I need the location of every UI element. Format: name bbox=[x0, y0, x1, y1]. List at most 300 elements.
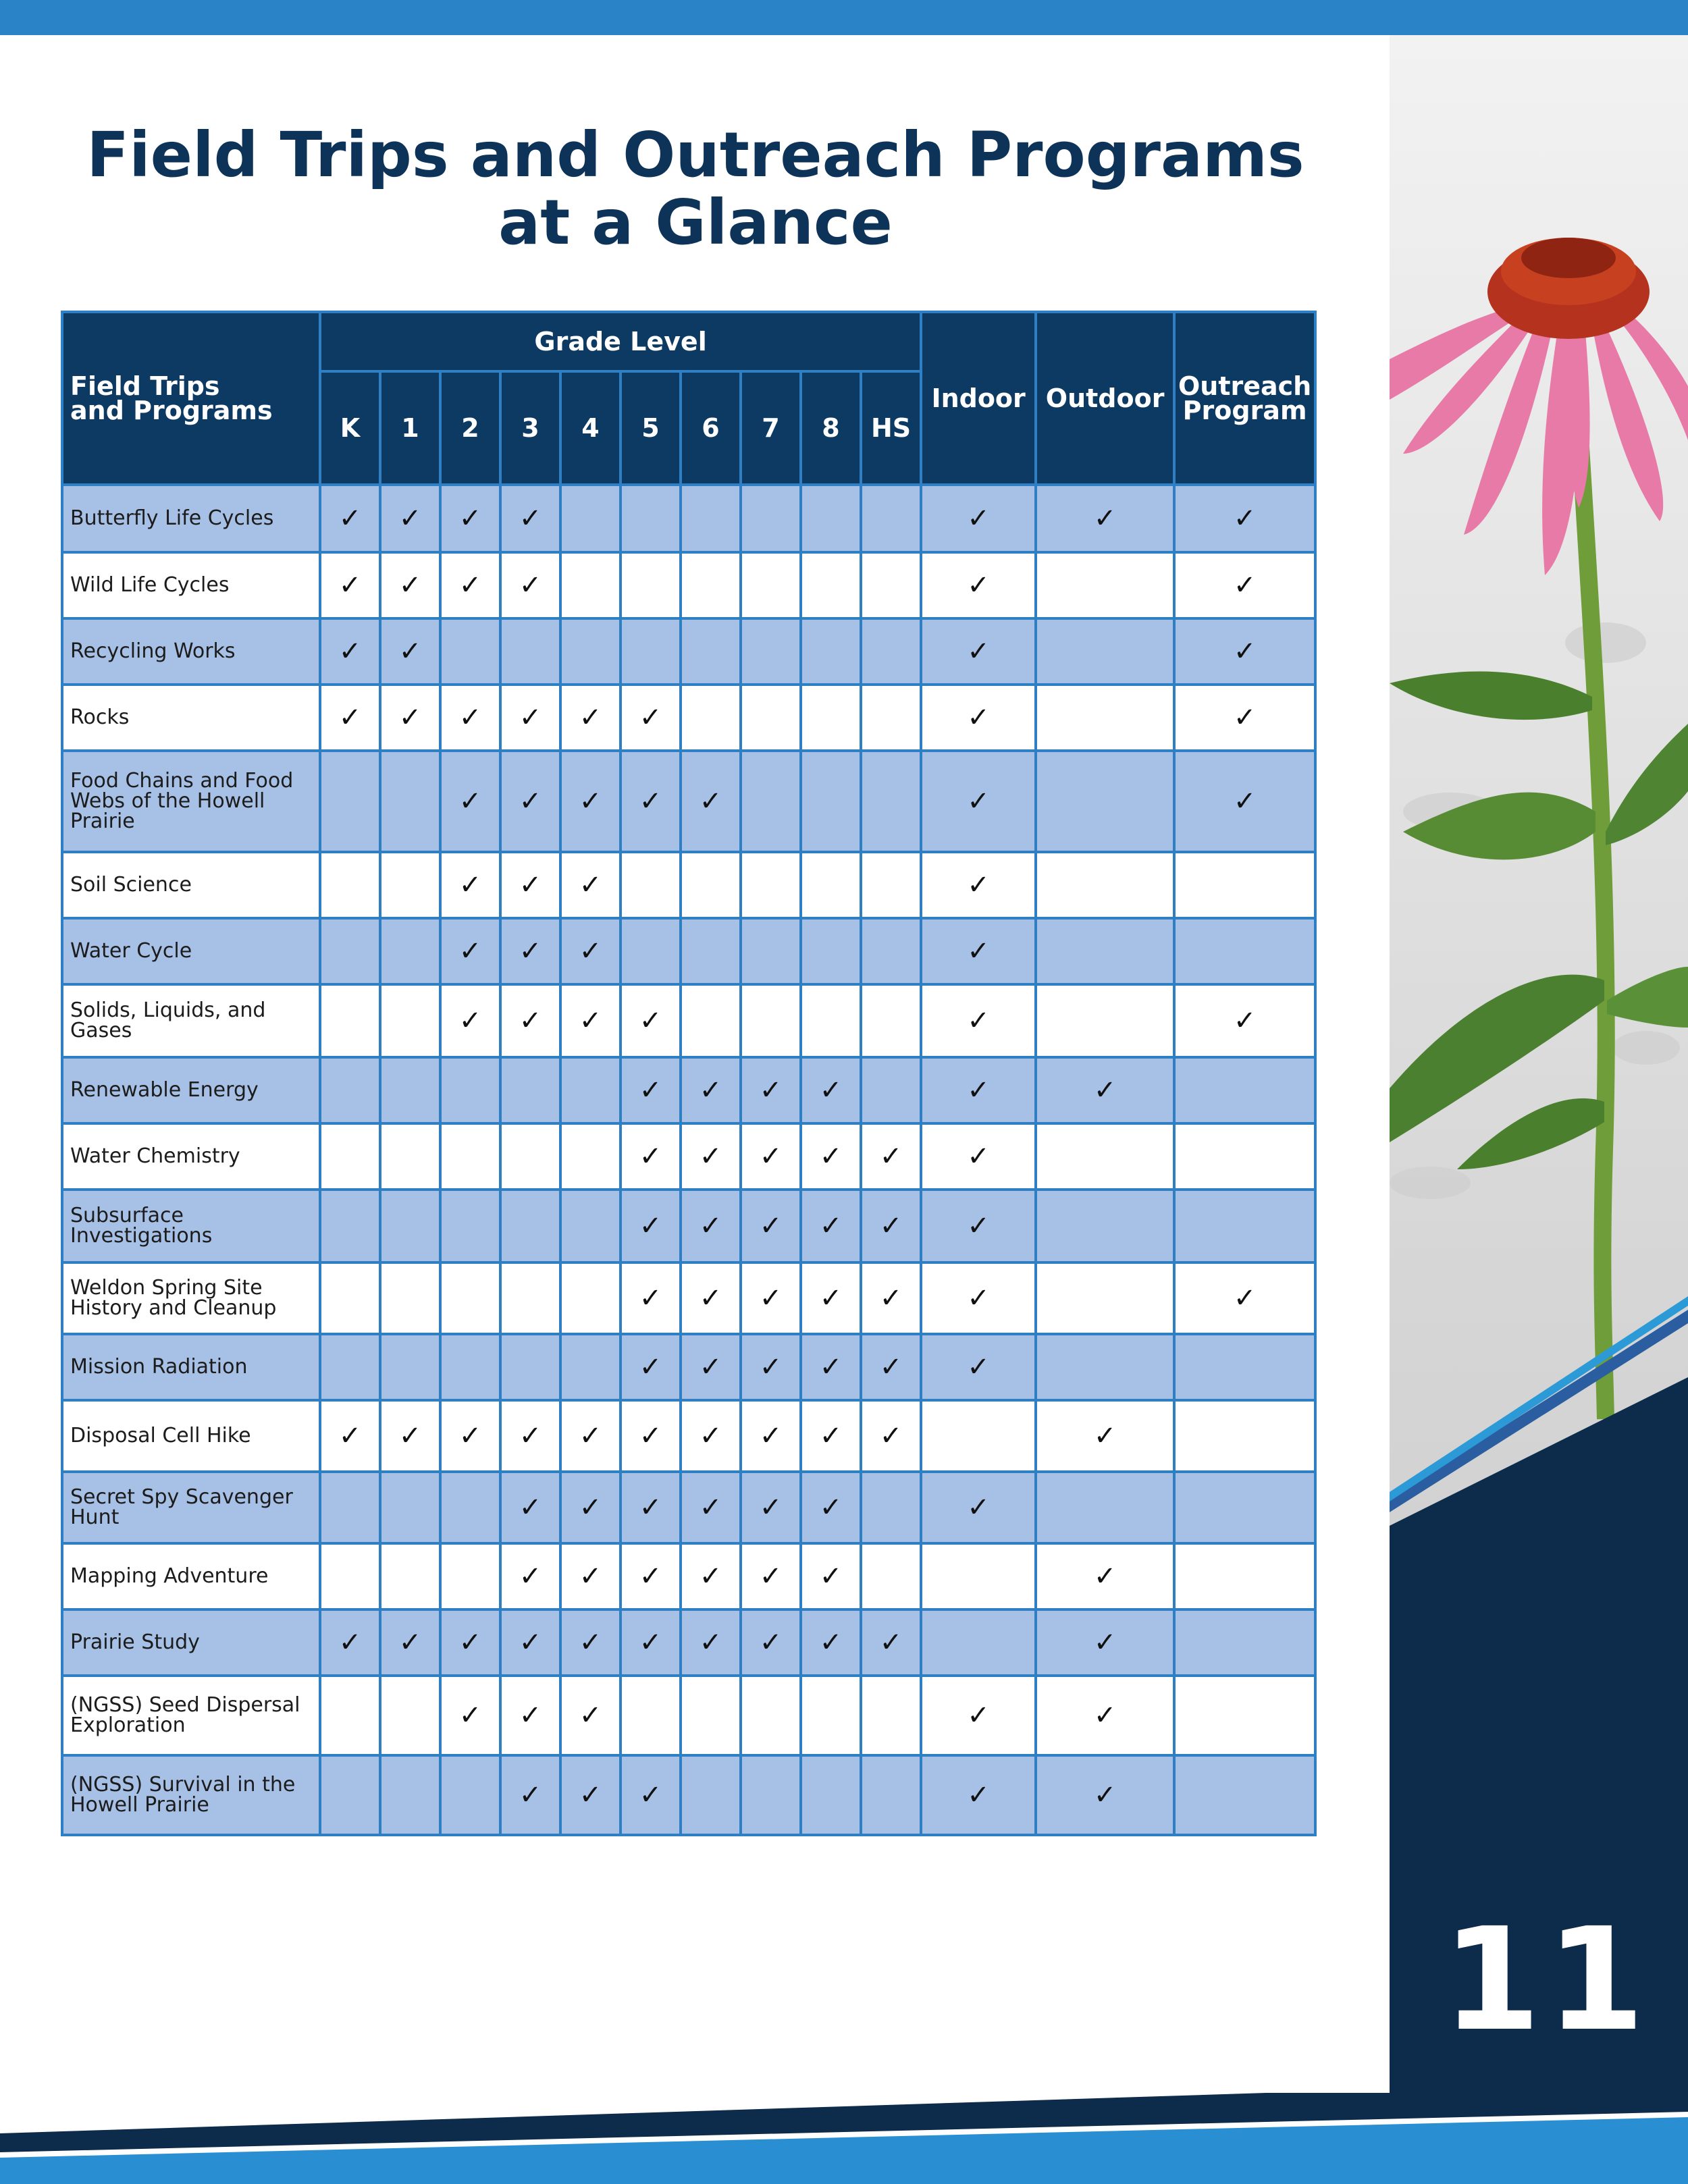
checkmark-icon: ✓ bbox=[458, 870, 482, 901]
grade-cell-3 bbox=[500, 1057, 560, 1123]
top-accent-bar bbox=[0, 0, 1688, 35]
checkmark-icon: ✓ bbox=[458, 570, 482, 601]
checkmark-icon: ✓ bbox=[967, 936, 990, 967]
grade-header-8: 8 bbox=[801, 371, 861, 485]
indoor-cell bbox=[921, 485, 1036, 552]
indoor-header: Indoor bbox=[921, 312, 1036, 485]
grade-cell-k bbox=[320, 1123, 380, 1190]
indoor-cell bbox=[921, 1543, 1036, 1609]
checkmark-icon: ✓ bbox=[458, 1700, 482, 1731]
outdoor-cell bbox=[1036, 1472, 1174, 1543]
grade-cell-7 bbox=[741, 552, 801, 618]
grade-cell-7 bbox=[741, 751, 801, 852]
grade-cell-2 bbox=[440, 1676, 500, 1755]
grade-cell-4 bbox=[560, 1472, 621, 1543]
program-name: Subsurface Investigations bbox=[62, 1190, 320, 1262]
grade-cell-7 bbox=[741, 852, 801, 918]
grade-cell-2 bbox=[440, 751, 500, 852]
checkmark-icon: ✓ bbox=[519, 1420, 542, 1451]
table-row bbox=[62, 1543, 1315, 1609]
checkmark-icon: ✓ bbox=[967, 1492, 990, 1523]
grade-cell-6 bbox=[681, 1543, 741, 1609]
program-name: Renewable Energy bbox=[62, 1057, 320, 1123]
outreach-cell bbox=[1174, 1123, 1315, 1190]
indoor-cell bbox=[921, 552, 1036, 618]
checkmark-icon: ✓ bbox=[519, 1780, 542, 1811]
grade-cell-8 bbox=[801, 1543, 861, 1609]
grade-cell-7 bbox=[741, 1543, 801, 1609]
grade-cell-7 bbox=[741, 485, 801, 552]
grade-cell-1 bbox=[380, 1262, 440, 1334]
grade-cell-8 bbox=[801, 1123, 861, 1190]
grade-cell-k bbox=[320, 685, 380, 751]
grade-cell-7 bbox=[741, 1676, 801, 1755]
outdoor-cell bbox=[1036, 1334, 1174, 1400]
grade-cell-4 bbox=[560, 1400, 621, 1472]
grade-cell-5 bbox=[621, 1262, 681, 1334]
checkmark-icon: ✓ bbox=[1233, 1005, 1257, 1036]
grade-cell-hs bbox=[861, 1609, 921, 1676]
checkmark-icon: ✓ bbox=[398, 570, 422, 601]
checkmark-icon: ✓ bbox=[398, 503, 422, 534]
outdoor-cell bbox=[1036, 1755, 1174, 1835]
checkmark-icon: ✓ bbox=[1093, 503, 1117, 534]
grade-cell-5 bbox=[621, 685, 681, 751]
grade-cell-2 bbox=[440, 685, 500, 751]
checkmark-icon: ✓ bbox=[879, 1210, 903, 1242]
grade-cell-7 bbox=[741, 1262, 801, 1334]
grade-cell-8 bbox=[801, 852, 861, 918]
outdoor-cell bbox=[1036, 984, 1174, 1057]
checkmark-icon: ✓ bbox=[519, 702, 542, 733]
table-row bbox=[62, 1057, 1315, 1123]
grade-cell-k bbox=[320, 1543, 380, 1609]
grade-cell-1 bbox=[380, 1334, 440, 1400]
checkmark-icon: ✓ bbox=[967, 1283, 990, 1314]
table-row bbox=[62, 485, 1315, 552]
grade-cell-8 bbox=[801, 1400, 861, 1472]
grade-cell-5 bbox=[621, 984, 681, 1057]
grade-cell-hs bbox=[861, 685, 921, 751]
grade-cell-7 bbox=[741, 1609, 801, 1676]
checkmark-icon: ✓ bbox=[759, 1492, 783, 1523]
checkmark-icon: ✓ bbox=[699, 1420, 722, 1451]
checkmark-icon: ✓ bbox=[338, 702, 362, 733]
grade-cell-5 bbox=[621, 1057, 681, 1123]
grade-cell-3 bbox=[500, 918, 560, 984]
grade-cell-4 bbox=[560, 984, 621, 1057]
checkmark-icon: ✓ bbox=[398, 702, 422, 733]
checkmark-icon: ✓ bbox=[819, 1352, 843, 1383]
grade-level-header: Grade Level bbox=[320, 312, 921, 371]
outdoor-cell bbox=[1036, 1676, 1174, 1755]
grade-cell-1 bbox=[380, 485, 440, 552]
checkmark-icon: ✓ bbox=[759, 1352, 783, 1383]
grade-cell-1 bbox=[380, 984, 440, 1057]
grade-cell-8 bbox=[801, 1755, 861, 1835]
grade-cell-6 bbox=[681, 852, 741, 918]
grade-cell-3 bbox=[500, 485, 560, 552]
checkmark-icon: ✓ bbox=[1093, 1075, 1117, 1106]
checkmark-icon: ✓ bbox=[759, 1561, 783, 1592]
grade-cell-8 bbox=[801, 485, 861, 552]
checkmark-icon: ✓ bbox=[1233, 1283, 1257, 1314]
grade-cell-6 bbox=[681, 1057, 741, 1123]
program-name: Weldon Spring Site History and Cleanup bbox=[62, 1262, 320, 1334]
checkmark-icon: ✓ bbox=[819, 1627, 843, 1658]
grade-cell-6 bbox=[681, 485, 741, 552]
checkmark-icon: ✓ bbox=[1093, 1700, 1117, 1731]
grade-cell-k bbox=[320, 918, 380, 984]
checkmark-icon: ✓ bbox=[967, 636, 990, 667]
grade-cell-1 bbox=[380, 1123, 440, 1190]
program-name: Prairie Study bbox=[62, 1609, 320, 1676]
grade-cell-5 bbox=[621, 485, 681, 552]
checkmark-icon: ✓ bbox=[579, 1780, 602, 1811]
checkmark-icon: ✓ bbox=[699, 1352, 722, 1383]
checkmark-icon: ✓ bbox=[879, 1420, 903, 1451]
outreach-cell bbox=[1174, 552, 1315, 618]
checkmark-icon: ✓ bbox=[1093, 1561, 1117, 1592]
grade-cell-1 bbox=[380, 1190, 440, 1262]
grade-cell-7 bbox=[741, 1123, 801, 1190]
grade-cell-k bbox=[320, 852, 380, 918]
checkmark-icon: ✓ bbox=[458, 1627, 482, 1658]
grade-cell-5 bbox=[621, 1755, 681, 1835]
grade-cell-6 bbox=[681, 1472, 741, 1543]
grade-cell-6 bbox=[681, 552, 741, 618]
checkmark-icon: ✓ bbox=[519, 870, 542, 901]
grade-cell-8 bbox=[801, 618, 861, 685]
checkmark-icon: ✓ bbox=[879, 1141, 903, 1172]
checkmark-icon: ✓ bbox=[967, 1075, 990, 1106]
page-number: 11 bbox=[1442, 1897, 1651, 2062]
grade-cell-2 bbox=[440, 1400, 500, 1472]
outdoor-cell bbox=[1036, 685, 1174, 751]
checkmark-icon: ✓ bbox=[519, 1492, 542, 1523]
checkmark-icon: ✓ bbox=[579, 1627, 602, 1658]
program-column-header bbox=[62, 312, 320, 485]
checkmark-icon: ✓ bbox=[639, 1780, 662, 1811]
checkmark-icon: ✓ bbox=[759, 1210, 783, 1242]
grade-cell-6 bbox=[681, 918, 741, 984]
outdoor-cell bbox=[1036, 552, 1174, 618]
grade-cell-hs bbox=[861, 1334, 921, 1400]
checkmark-icon: ✓ bbox=[338, 1420, 362, 1451]
grade-cell-6 bbox=[681, 685, 741, 751]
indoor-cell bbox=[921, 1609, 1036, 1676]
checkmark-icon: ✓ bbox=[699, 1283, 722, 1314]
grade-cell-k bbox=[320, 485, 380, 552]
outreach-header-line-1: Outreach bbox=[1178, 371, 1312, 401]
grade-header-hs: HS bbox=[861, 371, 921, 485]
grade-cell-3 bbox=[500, 618, 560, 685]
checkmark-icon: ✓ bbox=[398, 1627, 422, 1658]
grade-header-7: 7 bbox=[741, 371, 801, 485]
grade-cell-4 bbox=[560, 685, 621, 751]
table-row bbox=[62, 1123, 1315, 1190]
outreach-cell bbox=[1174, 1262, 1315, 1334]
grade-cell-1 bbox=[380, 552, 440, 618]
table-row bbox=[62, 618, 1315, 685]
grade-cell-7 bbox=[741, 685, 801, 751]
grade-cell-2 bbox=[440, 618, 500, 685]
checkmark-icon: ✓ bbox=[579, 1492, 602, 1523]
programs-table bbox=[61, 311, 1317, 1836]
grade-cell-4 bbox=[560, 1057, 621, 1123]
grade-cell-4 bbox=[560, 1123, 621, 1190]
page-title bbox=[61, 119, 1330, 259]
grade-cell-2 bbox=[440, 1543, 500, 1609]
grade-cell-7 bbox=[741, 1334, 801, 1400]
checkmark-icon: ✓ bbox=[398, 636, 422, 667]
checkmark-icon: ✓ bbox=[879, 1352, 903, 1383]
grade-cell-4 bbox=[560, 1676, 621, 1755]
checkmark-icon: ✓ bbox=[879, 1283, 903, 1314]
program-name: Food Chains and Food Webs of the Howell Prairie bbox=[62, 751, 320, 852]
outreach-cell bbox=[1174, 485, 1315, 552]
grade-cell-4 bbox=[560, 1190, 621, 1262]
grade-cell-7 bbox=[741, 1057, 801, 1123]
grade-cell-5 bbox=[621, 1400, 681, 1472]
grade-cell-6 bbox=[681, 1609, 741, 1676]
checkmark-icon: ✓ bbox=[699, 1561, 722, 1592]
title-line-2: at a Glance bbox=[498, 186, 893, 259]
grade-cell-1 bbox=[380, 1057, 440, 1123]
grade-cell-3 bbox=[500, 1334, 560, 1400]
checkmark-icon: ✓ bbox=[639, 702, 662, 733]
grade-cell-2 bbox=[440, 1609, 500, 1676]
grade-cell-8 bbox=[801, 685, 861, 751]
program-name: Solids, Liquids, and Gases bbox=[62, 984, 320, 1057]
grade-cell-5 bbox=[621, 751, 681, 852]
checkmark-icon: ✓ bbox=[819, 1420, 843, 1451]
grade-header-5: 5 bbox=[621, 371, 681, 485]
grade-cell-8 bbox=[801, 1334, 861, 1400]
grade-cell-hs bbox=[861, 852, 921, 918]
checkmark-icon: ✓ bbox=[579, 1005, 602, 1036]
grade-cell-k bbox=[320, 1755, 380, 1835]
checkmark-icon: ✓ bbox=[1233, 636, 1257, 667]
outdoor-cell bbox=[1036, 1609, 1174, 1676]
outreach-cell bbox=[1174, 618, 1315, 685]
grade-cell-8 bbox=[801, 1676, 861, 1755]
program-name: (NGSS) Survival in the Howell Prairie bbox=[62, 1755, 320, 1835]
checkmark-icon: ✓ bbox=[639, 786, 662, 817]
grade-cell-1 bbox=[380, 852, 440, 918]
grade-cell-k bbox=[320, 751, 380, 852]
grade-cell-hs bbox=[861, 1676, 921, 1755]
grade-cell-5 bbox=[621, 918, 681, 984]
checkmark-icon: ✓ bbox=[759, 1420, 783, 1451]
outreach-cell bbox=[1174, 852, 1315, 918]
grade-cell-6 bbox=[681, 1755, 741, 1835]
outreach-cell bbox=[1174, 751, 1315, 852]
grade-cell-k bbox=[320, 1609, 380, 1676]
indoor-cell bbox=[921, 1472, 1036, 1543]
outreach-cell bbox=[1174, 1472, 1315, 1543]
grade-cell-4 bbox=[560, 552, 621, 618]
checkmark-icon: ✓ bbox=[338, 636, 362, 667]
checkmark-icon: ✓ bbox=[458, 936, 482, 967]
grade-cell-6 bbox=[681, 1190, 741, 1262]
bottom-accent-bands bbox=[0, 2093, 1688, 2184]
grade-cell-5 bbox=[621, 1609, 681, 1676]
outdoor-cell bbox=[1036, 1123, 1174, 1190]
grade-cell-k bbox=[320, 1057, 380, 1123]
checkmark-icon: ✓ bbox=[1233, 786, 1257, 817]
checkmark-icon: ✓ bbox=[967, 1005, 990, 1036]
outreach-cell bbox=[1174, 1543, 1315, 1609]
grade-cell-1 bbox=[380, 685, 440, 751]
grade-cell-hs bbox=[861, 552, 921, 618]
checkmark-icon: ✓ bbox=[519, 786, 542, 817]
grade-cell-8 bbox=[801, 1057, 861, 1123]
checkmark-icon: ✓ bbox=[819, 1210, 843, 1242]
checkmark-icon: ✓ bbox=[519, 1627, 542, 1658]
grade-cell-1 bbox=[380, 1676, 440, 1755]
program-name: Rocks bbox=[62, 685, 320, 751]
checkmark-icon: ✓ bbox=[1233, 702, 1257, 733]
grade-cell-6 bbox=[681, 1676, 741, 1755]
grade-cell-3 bbox=[500, 1472, 560, 1543]
checkmark-icon: ✓ bbox=[967, 1352, 990, 1383]
grade-header-4: 4 bbox=[560, 371, 621, 485]
table-row bbox=[62, 1472, 1315, 1543]
grade-cell-7 bbox=[741, 984, 801, 1057]
grade-cell-1 bbox=[380, 1400, 440, 1472]
grade-cell-2 bbox=[440, 1057, 500, 1123]
grade-cell-8 bbox=[801, 1609, 861, 1676]
outreach-cell bbox=[1174, 1676, 1315, 1755]
indoor-cell bbox=[921, 751, 1036, 852]
grade-cell-7 bbox=[741, 618, 801, 685]
outreach-cell bbox=[1174, 1334, 1315, 1400]
grade-cell-hs bbox=[861, 1190, 921, 1262]
grade-cell-1 bbox=[380, 751, 440, 852]
checkmark-icon: ✓ bbox=[579, 1700, 602, 1731]
grade-cell-2 bbox=[440, 852, 500, 918]
grade-cell-hs bbox=[861, 918, 921, 984]
grade-cell-4 bbox=[560, 918, 621, 984]
indoor-cell bbox=[921, 1400, 1036, 1472]
checkmark-icon: ✓ bbox=[458, 503, 482, 534]
checkmark-icon: ✓ bbox=[579, 1561, 602, 1592]
grade-cell-4 bbox=[560, 751, 621, 852]
checkmark-icon: ✓ bbox=[699, 786, 722, 817]
grade-cell-hs bbox=[861, 1262, 921, 1334]
program-name: Disposal Cell Hike bbox=[62, 1400, 320, 1472]
grade-cell-hs bbox=[861, 1400, 921, 1472]
checkmark-icon: ✓ bbox=[579, 702, 602, 733]
table-row bbox=[62, 751, 1315, 852]
checkmark-icon: ✓ bbox=[639, 1627, 662, 1658]
checkmark-icon: ✓ bbox=[639, 1492, 662, 1523]
outdoor-cell bbox=[1036, 1543, 1174, 1609]
indoor-cell bbox=[921, 984, 1036, 1057]
table-row bbox=[62, 1609, 1315, 1676]
grade-cell-6 bbox=[681, 751, 741, 852]
grade-cell-2 bbox=[440, 918, 500, 984]
grade-cell-5 bbox=[621, 552, 681, 618]
grade-cell-k bbox=[320, 618, 380, 685]
checkmark-icon: ✓ bbox=[639, 1420, 662, 1451]
outdoor-cell bbox=[1036, 918, 1174, 984]
indoor-cell bbox=[921, 1190, 1036, 1262]
grade-cell-8 bbox=[801, 751, 861, 852]
grade-cell-hs bbox=[861, 751, 921, 852]
indoor-cell bbox=[921, 1123, 1036, 1190]
grade-cell-5 bbox=[621, 1190, 681, 1262]
outdoor-cell bbox=[1036, 485, 1174, 552]
grade-cell-hs bbox=[861, 984, 921, 1057]
grade-cell-2 bbox=[440, 1262, 500, 1334]
checkmark-icon: ✓ bbox=[759, 1283, 783, 1314]
outreach-header bbox=[1174, 312, 1315, 485]
grade-header-k: K bbox=[320, 371, 380, 485]
grade-cell-2 bbox=[440, 1334, 500, 1400]
grade-cell-5 bbox=[621, 1543, 681, 1609]
grade-cell-4 bbox=[560, 485, 621, 552]
indoor-cell bbox=[921, 1334, 1036, 1400]
checkmark-icon: ✓ bbox=[458, 1420, 482, 1451]
table-row bbox=[62, 918, 1315, 984]
grade-cell-3 bbox=[500, 751, 560, 852]
grade-cell-2 bbox=[440, 1472, 500, 1543]
indoor-cell bbox=[921, 852, 1036, 918]
checkmark-icon: ✓ bbox=[519, 1561, 542, 1592]
checkmark-icon: ✓ bbox=[699, 1627, 722, 1658]
table-row bbox=[62, 552, 1315, 618]
grade-cell-6 bbox=[681, 618, 741, 685]
grade-cell-8 bbox=[801, 918, 861, 984]
grade-cell-hs bbox=[861, 1543, 921, 1609]
title-line-1: Field Trips and Outreach Programs bbox=[86, 119, 1304, 191]
grade-cell-5 bbox=[621, 1123, 681, 1190]
checkmark-icon: ✓ bbox=[967, 1141, 990, 1172]
checkmark-icon: ✓ bbox=[759, 1627, 783, 1658]
grade-cell-k bbox=[320, 1334, 380, 1400]
grade-cell-5 bbox=[621, 1472, 681, 1543]
grade-cell-4 bbox=[560, 852, 621, 918]
grade-cell-7 bbox=[741, 1472, 801, 1543]
grade-cell-5 bbox=[621, 1334, 681, 1400]
checkmark-icon: ✓ bbox=[759, 1075, 783, 1106]
checkmark-icon: ✓ bbox=[1093, 1780, 1117, 1811]
outreach-cell bbox=[1174, 1400, 1315, 1472]
table-row bbox=[62, 852, 1315, 918]
grade-cell-8 bbox=[801, 1190, 861, 1262]
table-row bbox=[62, 685, 1315, 751]
checkmark-icon: ✓ bbox=[519, 1005, 542, 1036]
grade-cell-1 bbox=[380, 618, 440, 685]
checkmark-icon: ✓ bbox=[1233, 503, 1257, 534]
outreach-cell bbox=[1174, 1609, 1315, 1676]
grade-cell-7 bbox=[741, 918, 801, 984]
table-row bbox=[62, 1400, 1315, 1472]
grade-cell-k bbox=[320, 1190, 380, 1262]
checkmark-icon: ✓ bbox=[338, 1627, 362, 1658]
checkmark-icon: ✓ bbox=[879, 1627, 903, 1658]
grade-cell-2 bbox=[440, 485, 500, 552]
outreach-cell bbox=[1174, 685, 1315, 751]
grade-header-2: 2 bbox=[440, 371, 500, 485]
grade-cell-3 bbox=[500, 1676, 560, 1755]
checkmark-icon: ✓ bbox=[398, 1420, 422, 1451]
checkmark-icon: ✓ bbox=[967, 1700, 990, 1731]
table-row bbox=[62, 1676, 1315, 1755]
grade-cell-4 bbox=[560, 1543, 621, 1609]
